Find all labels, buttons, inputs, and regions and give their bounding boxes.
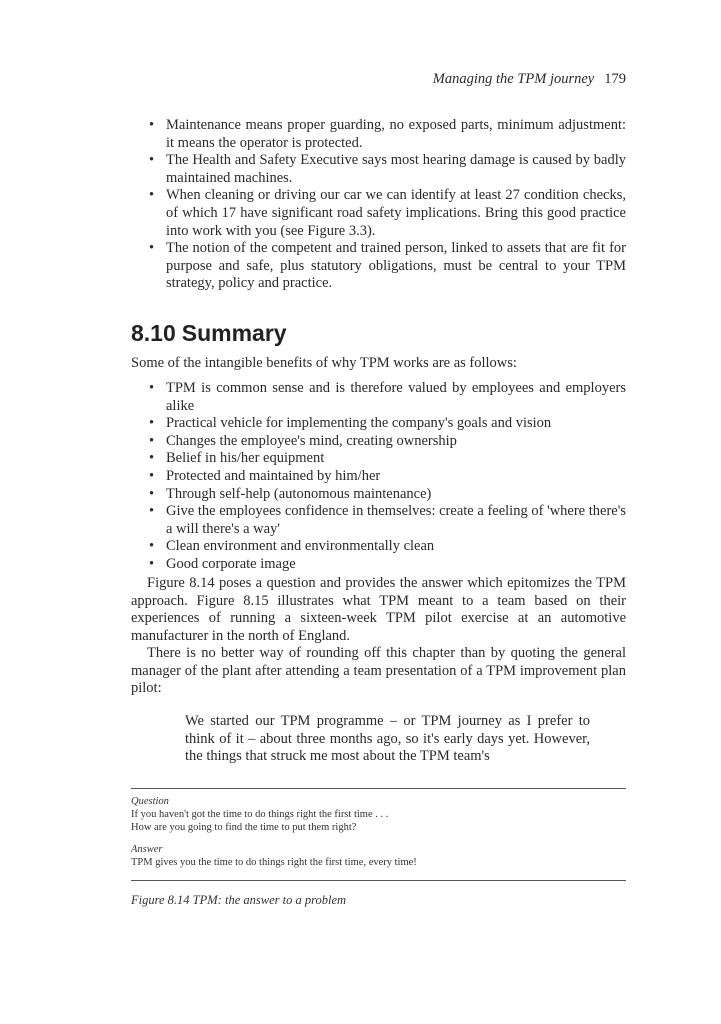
list-item: • Give the employees confidence in themselves: create a feeling of 'where there's a will there's a way' xyxy=(149,503,626,538)
question-line-1: If you haven't got the time to do things right the first time . . . xyxy=(131,809,389,820)
running-header xyxy=(300,71,626,88)
question-line-2: How are you going to find the time to put them right? xyxy=(131,822,357,833)
figure-top-rule xyxy=(131,788,626,789)
running-header-title: Managing the TPM journey xyxy=(432,71,595,87)
answer-text: TPM gives you the time to do things right the first time, every time! xyxy=(131,857,417,868)
list-item: • Through self-help (autonomous maintenance) xyxy=(149,486,626,504)
list-item: • Maintenance means proper guarding, no exposed parts, minimum adjustment: it means the operator is protected. xyxy=(149,117,626,152)
figure-spacer xyxy=(131,834,626,843)
list-item: • Practical vehicle for implementing the company's goals and vision xyxy=(149,415,626,433)
section-title: Summary xyxy=(181,320,287,346)
list-item: • Clean environment and environmentally clean xyxy=(149,538,626,556)
question-label: Question xyxy=(131,796,169,807)
body-paragraph-2: There is no better way of rounding off this chapter than by quoting the general manager of the plant after attending a team presentation of a TPM improvement plan pilot: xyxy=(131,645,626,697)
list-item: • Good corporate image xyxy=(149,556,626,574)
figure-caption: Figure 8.14 TPM: the answer to a problem xyxy=(131,893,347,907)
list-item: • The notion of the competent and trained person, linked to assets that are fit for purpose and safe, plus statutory obligations, must be central to your TPM strategy, policy and practice. xyxy=(149,240,626,293)
block-quote: We started our TPM programme – or TPM journey as I prefer to think of it – about three months ago, so it's early days yet. However, the things that struck me most about the TPM team's xyxy=(185,713,590,765)
section-heading xyxy=(131,320,626,347)
page-number: 179 xyxy=(604,71,626,87)
list-item: • The Health and Safety Executive says most hearing damage is caused by badly maintained machines. xyxy=(149,152,626,187)
section-intro: Some of the intangible benefits of why TPM works are as follows: xyxy=(131,355,517,371)
section-number: 8.10 xyxy=(131,320,176,346)
list-item: • When cleaning or driving our car we can identify at least 27 condition checks, of which 17 have significant road safety implications. Bring this good practice into work with you (see Figure 3.3). xyxy=(149,187,626,240)
figure-8-14 xyxy=(131,795,626,869)
body-paragraph-1: Figure 8.14 poses a question and provides the answer which epitomizes the TPM approach. Figure 8.15 illustrates what TPM meant to a team based on their experiences of running a sixteen-week TPM pilot exercise at an automotive manufacturer in the north of England. xyxy=(131,575,626,644)
answer-label: Answer xyxy=(131,844,163,855)
top-bullet-list xyxy=(149,117,626,293)
list-item: • TPM is common sense and is therefore valued by employees and employers alike xyxy=(149,380,626,415)
figure-bottom-rule xyxy=(131,880,626,881)
list-item: • Changes the employee's mind, creating ownership xyxy=(149,433,626,451)
summary-bullet-list xyxy=(149,380,626,574)
list-item: • Belief in his/her equipment xyxy=(149,450,626,468)
list-item: • Protected and maintained by him/her xyxy=(149,468,626,486)
